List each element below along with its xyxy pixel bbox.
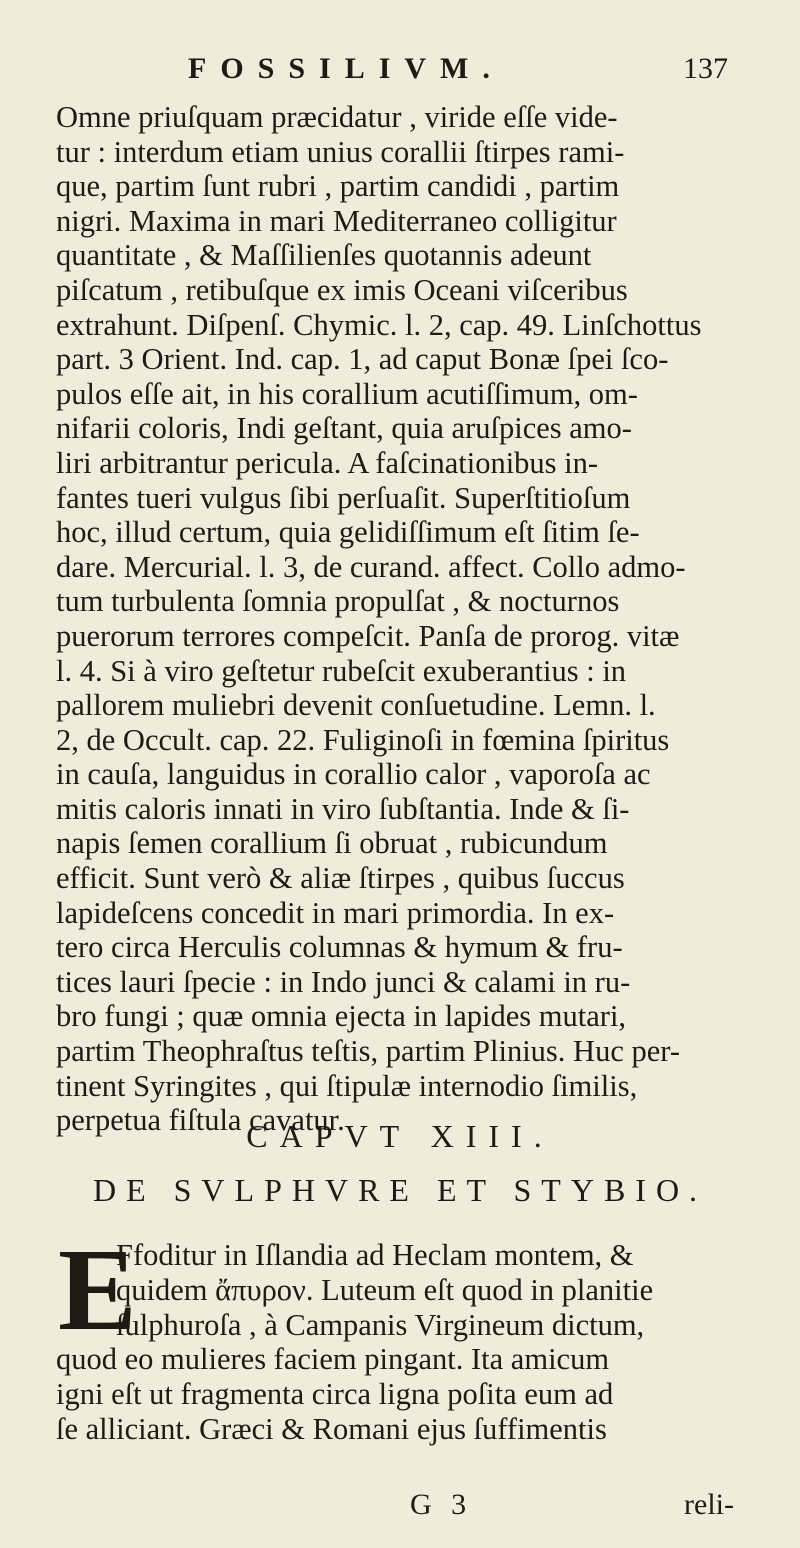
text-line: hoc, illud certum, quia gelidiſſimum eſt ſitim ſe- xyxy=(56,515,640,550)
text-line: quantitate , & Maſſilienſes quotannis adeunt xyxy=(56,238,592,273)
text-line: nigri. Maxima in mari Mediterraneo colligitur xyxy=(56,203,617,238)
running-title: FOSSILIVM. xyxy=(188,52,504,85)
text-line: liri arbitrantur pericula. A faſcinationibus in- xyxy=(56,445,599,480)
text-line: que, partim ſunt rubri , partim candidi , partim xyxy=(56,169,620,204)
text-line: tices lauri ſpecie : in Indo junci & calami in ru- xyxy=(56,964,631,999)
text-line: pallorem muliebri devenit conſuetudine. Lemn. l. xyxy=(56,688,656,723)
text-line: tinent Syringites , qui ſtipulæ internodio ſimilis, xyxy=(56,1068,638,1103)
text-line: Omne priuſquam præcidatur , viride eſſe vide- xyxy=(56,100,618,134)
text-line: efficit. Sunt verò & aliæ ſtirpes , quibus ſuccus xyxy=(56,861,625,896)
running-head xyxy=(0,52,800,96)
text-line: 2, de Occult. cap. 22. Fuliginoſi in fœmina ſpiritus xyxy=(56,722,670,757)
body-text xyxy=(56,100,752,1138)
text-line: part. 3 Orient. Ind. cap. 1, ad caput Bonæ ſpei ſco- xyxy=(56,342,669,377)
text-line: quidem ἄπυρον. Luteum eſt quod in planitie xyxy=(116,1272,654,1307)
text-line: fantes tueri vulgus ſibi perſuaſit. Superſtitioſum xyxy=(56,480,631,515)
text-line: Ffoditur in Iſlandia ad Heclam montem, & xyxy=(116,1238,634,1272)
page-number: 137 xyxy=(683,52,728,85)
text-line: partim Theophraſtus teſtis, partim Plinius. Huc per- xyxy=(56,1034,680,1069)
text-line: tur : interdum etiam unius corallii ſtirpes rami- xyxy=(56,134,625,169)
text-line: extrahunt. Diſpenſ. Chymic. l. 2, cap. 49. Linſchottus xyxy=(56,307,702,342)
text-line: bro fungi ; quæ omnia ejecta in lapides mutari, xyxy=(56,999,627,1034)
text-line: dare. Mercurial. l. 3, de curand. affect. Collo admo- xyxy=(56,549,686,584)
text-line: piſcatum , retibuſque ex imis Oceani viſceribus xyxy=(56,272,628,307)
page-footer xyxy=(0,1488,800,1528)
section-text xyxy=(56,1224,756,1447)
text-line: igni eſt ut fragmenta circa ligna poſita eum ad xyxy=(56,1377,614,1412)
text-line: tero circa Herculis columnas & hymum & fru- xyxy=(56,930,623,965)
drop-cap: E xyxy=(58,1224,137,1355)
text-line: l. 4. Si à viro geſtetur rubeſcit exuberantius : in xyxy=(56,653,627,688)
text-line: in cauſa, languidus in corallio calor , vaporoſa ac xyxy=(56,757,651,792)
text-line: nifarii coloris, Indi geſtant, quia aruſpices amo- xyxy=(56,411,632,446)
catchword: reli- xyxy=(684,1488,734,1521)
text-line: lapideſcens concedit in mari primordia. In ex- xyxy=(56,895,615,930)
text-line: ſulphuroſa , à Campanis Virgineum dictum, xyxy=(116,1307,645,1342)
text-line: perpetua fiſtula cavatur. xyxy=(56,1103,345,1138)
text-line: quod eo mulieres faciem pingant. Ita amicum xyxy=(56,1342,610,1377)
text-line: pulos eſſe ait, in his corallium acutiſſimum, om- xyxy=(56,376,638,411)
chapter-number: CAPVT XIII. xyxy=(246,1118,554,1154)
text-line: tum turbulenta ſomnia propulſat , & nocturnos xyxy=(56,584,620,619)
signature-mark: G 3 xyxy=(410,1488,473,1521)
text-line: mitis caloris innati in viro ſubſtantia. Inde & ſi- xyxy=(56,791,630,826)
chapter-title: DE SVLPHVRE ET STYBIO. xyxy=(92,1172,708,1208)
text-line: ſe alliciant. Græci & Romani ejus ſuffimentis xyxy=(56,1411,607,1446)
text-line: napis ſemen corallium ſi obruat , rubicundum xyxy=(56,826,608,861)
text-line: puerorum terrores compeſcit. Panſa de prorog. vitæ xyxy=(56,618,680,653)
